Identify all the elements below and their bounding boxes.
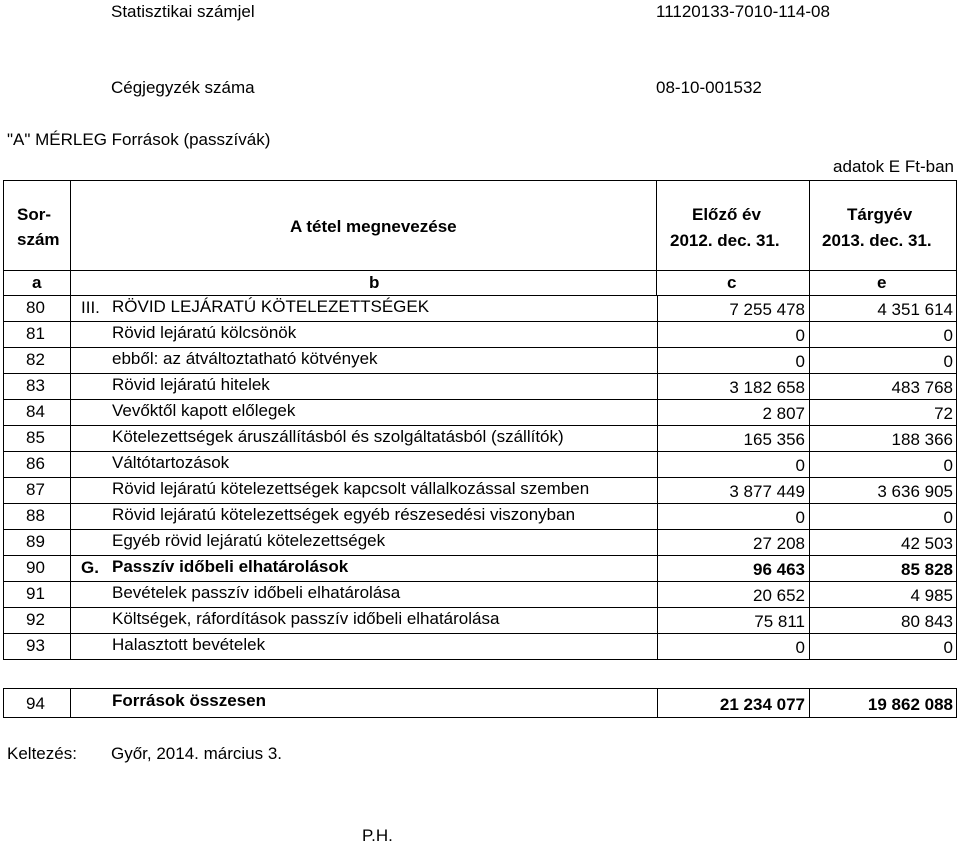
row-prev-value: 165 356 xyxy=(657,426,810,451)
row-prev-value: 3 182 658 xyxy=(657,374,810,399)
row-name: Váltótartozások xyxy=(112,453,230,472)
document-title: "A" MÉRLEG Források (passzívák) xyxy=(7,130,271,149)
total-row-number: 94 xyxy=(4,689,71,717)
row-number: 85 xyxy=(4,426,71,451)
row-curr-value: 4 985 xyxy=(910,586,953,605)
row-curr-value: 0 xyxy=(943,508,953,527)
company-registry-value: 08-10-001532 xyxy=(656,78,762,97)
row-name: Bevételek passzív időbeli elhatárolása xyxy=(112,583,401,602)
row-prev-value: 75 811 xyxy=(657,608,810,633)
table-row xyxy=(3,634,957,660)
row-name: Kötelezettségek áruszállításból és szolgáltatásból (szállítók) xyxy=(112,427,564,446)
col-letter-c: c xyxy=(727,273,737,292)
row-number: 89 xyxy=(4,530,71,555)
table-row xyxy=(3,608,957,634)
row-name: Rövid lejáratú kölcsönök xyxy=(112,323,297,342)
col-letter-b: b xyxy=(369,273,380,292)
table-row xyxy=(3,426,957,452)
total-row xyxy=(3,688,957,718)
table-row xyxy=(3,374,957,400)
row-name: Vevőktől kapott előlegek xyxy=(112,401,296,420)
row-number: 84 xyxy=(4,400,71,425)
units-note: adatok E Ft-ban xyxy=(833,157,954,176)
table-row xyxy=(3,556,957,582)
row-curr-value: 4 351 614 xyxy=(877,300,953,319)
row-name: Rövid lejáratú kötelezettségek kapcsolt vállalkozással szemben xyxy=(112,479,590,498)
row-prev-value: 20 652 xyxy=(657,582,810,607)
table-row xyxy=(3,530,957,556)
row-curr-value: 0 xyxy=(943,326,953,345)
table-row xyxy=(3,322,957,348)
col-prev-header-line1: Előző év xyxy=(692,205,761,224)
row-prev-value: 3 877 449 xyxy=(657,478,810,503)
row-prev-value: 0 xyxy=(657,452,810,477)
col-curr-header-line1: Tárgyév xyxy=(847,205,913,224)
table-header xyxy=(3,180,957,296)
row-name: ebből: az átváltoztatható kötvények xyxy=(112,349,378,368)
row-prev-value: 0 xyxy=(657,504,810,529)
row-number: 86 xyxy=(4,452,71,477)
row-number: 90 xyxy=(4,556,71,581)
statistical-number-value: 11120133-7010-114-08 xyxy=(656,2,830,21)
row-name: Költségek, ráfordítások passzív időbeli elhatárolása xyxy=(112,609,500,628)
row-curr-value: 0 xyxy=(943,352,953,371)
total-prev-value: 21 234 077 xyxy=(657,689,810,717)
row-number: 82 xyxy=(4,348,71,373)
row-prev-value: 96 463 xyxy=(657,556,810,581)
row-curr-value: 85 828 xyxy=(901,560,953,579)
table-row xyxy=(3,504,957,530)
row-curr-value: 42 503 xyxy=(901,534,953,553)
row-prev-value: 0 xyxy=(657,322,810,347)
row-name: Egyéb rövid lejáratú kötelezettségek xyxy=(112,531,386,550)
row-prev-value: 0 xyxy=(657,634,810,659)
row-prev-value: 2 807 xyxy=(657,400,810,425)
row-name: RÖVID LEJÁRATÚ KÖTELEZETTSÉGEK xyxy=(112,297,430,316)
date-label: Keltezés: xyxy=(7,744,77,763)
total-row-name: Források összesen xyxy=(112,691,267,710)
table-row xyxy=(3,400,957,426)
row-prev-value: 0 xyxy=(657,348,810,373)
table-row xyxy=(3,452,957,478)
row-name: Rövid lejáratú hitelek xyxy=(112,375,270,394)
balance-rows xyxy=(3,296,957,660)
col-letter-a: a xyxy=(32,273,42,292)
col-no-header-line1: Sor- xyxy=(17,205,51,224)
col-letter-e: e xyxy=(877,273,887,292)
date-value: Győr, 2014. március 3. xyxy=(111,744,283,763)
row-number: 88 xyxy=(4,504,71,529)
col-name-header: A tétel megnevezése xyxy=(290,217,457,236)
row-curr-value: 3 636 905 xyxy=(877,482,953,501)
table-row xyxy=(3,478,957,504)
row-number: 93 xyxy=(4,634,71,659)
row-curr-value: 72 xyxy=(934,404,953,423)
row-prev-value: 7 255 478 xyxy=(657,296,810,321)
company-registry-label: Cégjegyzék száma xyxy=(111,78,255,97)
row-name: Passzív időbeli elhatárolások xyxy=(112,557,349,576)
col-prev-header-line2: 2012. dec. 31. xyxy=(670,231,780,250)
table-row xyxy=(3,582,957,608)
total-curr-value: 19 862 088 xyxy=(867,695,953,714)
table-row xyxy=(3,348,957,374)
stamp-placeholder: P.H. xyxy=(362,826,393,845)
row-number: 91 xyxy=(4,582,71,607)
row-prev-value: 27 208 xyxy=(657,530,810,555)
row-curr-value: 188 366 xyxy=(891,430,953,449)
statistical-number-label: Statisztikai számjel xyxy=(111,2,255,21)
col-no-header-line2: szám xyxy=(17,230,60,249)
table-row xyxy=(3,296,957,322)
row-number: 92 xyxy=(4,608,71,633)
row-curr-value: 80 843 xyxy=(901,612,953,631)
row-name: Halasztott bevételek xyxy=(112,635,266,654)
row-curr-value: 0 xyxy=(943,456,953,475)
row-section: III. xyxy=(81,298,100,317)
row-section: G. xyxy=(81,558,99,577)
row-name: Rövid lejáratú kötelezettségek egyéb részesedési viszonyban xyxy=(112,505,576,524)
col-curr-header-line2: 2013. dec. 31. xyxy=(822,231,932,250)
row-number: 80 xyxy=(4,296,71,321)
row-number: 83 xyxy=(4,374,71,399)
row-number: 81 xyxy=(4,322,71,347)
row-number: 87 xyxy=(4,478,71,503)
row-curr-value: 0 xyxy=(943,638,953,657)
row-curr-value: 483 768 xyxy=(891,378,953,397)
